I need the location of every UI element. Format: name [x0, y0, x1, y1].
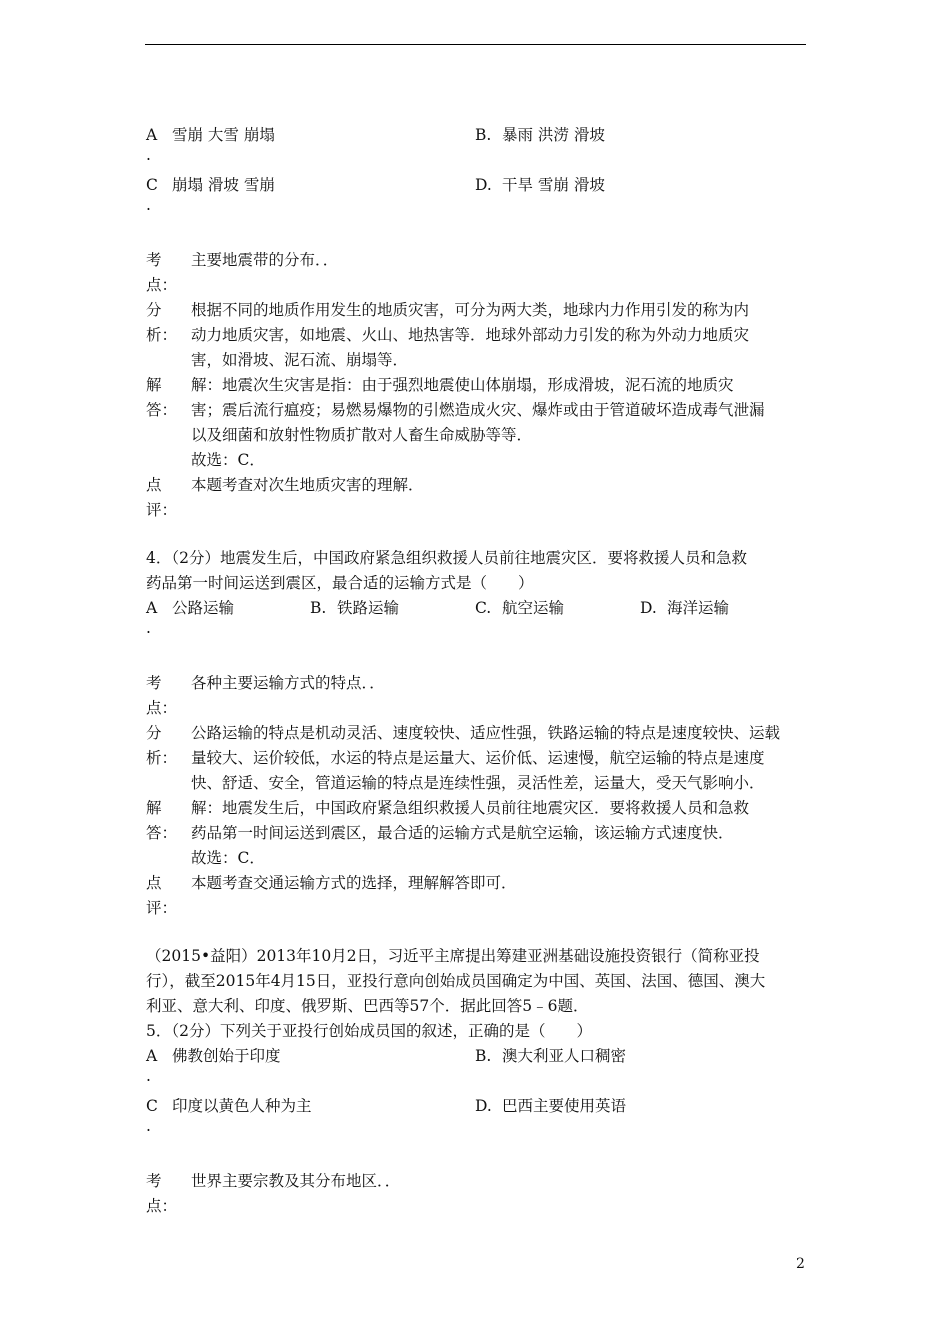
- q4-jieda-line: 解：地震发生后，中国政府紧急组织救援人员前往地震灾区．要将救援人员和急救: [191, 799, 750, 817]
- q3-option-d-letter: D.: [475, 176, 492, 194]
- q4-fenxi-line: 量较大、运价较低，水运的特点是运量大、运价低、运速慢，航空运输的特点是速度: [191, 749, 765, 767]
- page-number: 2: [796, 1256, 805, 1272]
- q4-dianping-text: 本题考查交通运输方式的选择，理解解答即可．: [191, 874, 517, 892]
- q4-block: [146, 546, 816, 646]
- q5-kaodian-label-2: 点：: [146, 1197, 178, 1215]
- q5-option-a-dot: .: [146, 1067, 151, 1085]
- material-block: [146, 944, 816, 1144]
- q4-option-b-letter: B.: [310, 599, 327, 617]
- q5-analysis: [146, 1169, 816, 1219]
- q3-option-d-text: 干旱 雪崩 滑坡: [502, 176, 605, 194]
- q4-jieda-line: 药品第一时间运送到震区，最合适的运输方式是航空运输，该运输方式速度快．: [191, 824, 734, 842]
- q4-fenxi-label-2: 析：: [146, 749, 178, 767]
- q5-option-c-text: 印度以黄色人种为主: [172, 1097, 312, 1115]
- header-rule: [145, 44, 806, 45]
- q3-option-a-text: 雪崩 大雪 崩塌: [172, 126, 275, 144]
- q3-kaodian-label: 考: [146, 251, 162, 269]
- q4-jieda-answer: 故选：C．: [191, 849, 265, 867]
- q5-option-d-text: 巴西主要使用英语: [502, 1097, 627, 1115]
- q4-stem-line: 4．（2分）地震发生后，中国政府紧急组织救援人员前往地震灾区．要将救援人员和急救: [146, 549, 747, 567]
- q3-jieda-label-2: 答：: [146, 401, 178, 419]
- q4-option-d-text: 海洋运输: [667, 599, 730, 617]
- q3-fenxi-label: 分: [146, 301, 162, 319]
- q3-fenxi-line: 害，如滑坡、泥石流、崩塌等．: [191, 351, 409, 369]
- q4-option-a-letter: A: [146, 599, 158, 617]
- q3-option-b-letter: B.: [475, 126, 492, 144]
- q4-dianping-label: 点: [146, 874, 162, 892]
- q3-jieda-line: 解：地震次生灾害是指：由于强烈地震使山体崩塌，形成滑坡，泥石流的地质灾: [191, 376, 734, 394]
- q3-jieda-line: 害；震后流行瘟疫；易燃易爆物的引燃造成火灾、爆炸或由于管道破坏造成毒气泄漏: [191, 401, 765, 419]
- q5-option-b-letter: B.: [475, 1047, 492, 1065]
- q3-jieda-answer: 故选：C．: [191, 451, 265, 469]
- q3-option-b-text: 暴雨 洪涝 滑坡: [502, 126, 605, 144]
- q4-dianping-label-2: 评：: [146, 899, 178, 917]
- material-line: 利亚、意大利、印度、俄罗斯、巴西等57个．据此回答5﹣6题．: [146, 997, 589, 1015]
- q3-option-a-letter: A: [146, 126, 158, 144]
- q4-fenxi-label: 分: [146, 724, 162, 742]
- q3-jieda-line: 以及细菌和放射性物质扩散对人畜生命威胁等等．: [191, 426, 533, 444]
- q3-dianping-label: 点: [146, 476, 162, 494]
- q4-stem-line: 药品第一时间运送到震区，最合适的运输方式是（ ）: [146, 574, 534, 592]
- q3-options: [146, 123, 816, 223]
- q4-jieda-label: 解: [146, 799, 162, 817]
- q3-analysis: [146, 248, 816, 523]
- q4-jieda-label-2: 答：: [146, 824, 178, 842]
- q3-fenxi-line: 动力地质灾害，如地震、火山、地热害等．地球外部动力引发的称为外动力地质灾: [191, 326, 750, 344]
- q4-fenxi-line: 公路运输的特点是机动灵活、速度较快、适应性强，铁路运输的特点是速度较快、运载: [191, 724, 781, 742]
- q3-dianping-text: 本题考查对次生地质灾害的理解．: [191, 476, 424, 494]
- material-line: （2015•益阳）2013年10月2日，习近平主席提出筹建亚洲基础设施投资银行（简称亚投: [146, 947, 760, 965]
- q3-fenxi-line: 根据不同的地质作用发生的地质灾害，可分为两大类，地球内力作用引发的称为内: [191, 301, 750, 319]
- q4-option-c-text: 航空运输: [502, 599, 565, 617]
- q5-option-b-text: 澳大利亚人口稠密: [502, 1047, 627, 1065]
- q3-dianping-label-2: 评：: [146, 501, 178, 519]
- q5-option-d-letter: D.: [475, 1097, 492, 1115]
- material-line: 行），截至2015年4月15日，亚投行意向创始成员国确定为中国、英国、法国、德国、澳大: [146, 972, 766, 990]
- q5-option-c-dot: .: [146, 1117, 151, 1135]
- q3-jieda-label: 解: [146, 376, 162, 394]
- q4-option-b-text: 铁路运输: [337, 599, 400, 617]
- q4-option-a-dot: .: [146, 619, 151, 637]
- q5-option-a-letter: A: [146, 1047, 158, 1065]
- q4-kaodian-label-2: 点：: [146, 699, 178, 717]
- q5-option-c-letter: C: [146, 1097, 158, 1115]
- q3-option-c-dot: .: [146, 196, 151, 214]
- q3-fenxi-label-2: 析：: [146, 326, 178, 344]
- q4-analysis: [146, 671, 816, 921]
- q3-option-c-letter: C: [146, 176, 158, 194]
- q5-option-a-text: 佛教创始于印度: [172, 1047, 281, 1065]
- q4-fenxi-line: 快、舒适、安全，管道运输的特点是连续性强，灵活性差，运量大，受天气影响小．: [191, 774, 765, 792]
- q4-option-c-letter: C.: [475, 599, 492, 617]
- q5-stem: 5．（2分）下列关于亚投行创始成员国的叙述，正确的是（ ）: [146, 1022, 592, 1040]
- q3-option-c-text: 崩塌 滑坡 雪崩: [172, 176, 275, 194]
- q4-kaodian-text: 各种主要运输方式的特点．．: [191, 674, 385, 692]
- q4-option-a-text: 公路运输: [172, 599, 235, 617]
- q5-kaodian-label: 考: [146, 1172, 162, 1190]
- q4-kaodian-label: 考: [146, 674, 162, 692]
- q3-kaodian-text: 主要地震带的分布．．: [191, 251, 339, 269]
- q3-option-a-dot: .: [146, 146, 151, 164]
- q3-kaodian-label-2: 点：: [146, 276, 178, 294]
- q4-option-d-letter: D.: [640, 599, 657, 617]
- q5-kaodian-text: 世界主要宗教及其分布地区．．: [191, 1172, 401, 1190]
